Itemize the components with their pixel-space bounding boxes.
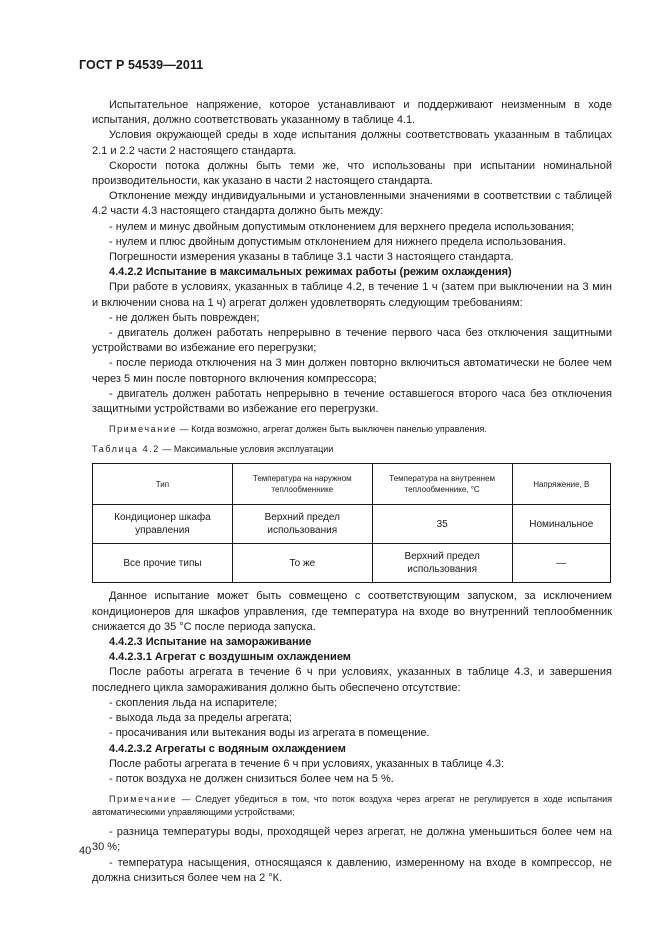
paragraph: - двигатель должен работать непрерывно в течение первого часа без отключения защитными устройствами во избежание его перегрузки;: [92, 327, 612, 355]
section-heading: 4.4.2.3.1 Агрегат с воздушным охлаждением: [109, 651, 351, 664]
table-cell: Кондиционер шкафа управления: [93, 505, 233, 544]
paragraph: - поток воздуха не должен снизиться более чем на 5 %.: [109, 772, 394, 785]
table-caption-label: Таблица 4.2: [92, 444, 160, 455]
paragraph: - не должен быть поврежден;: [109, 311, 260, 324]
paragraph: - нулем и плюс двойным допустимым отклонением для нижнего предела использования.: [109, 235, 566, 248]
paragraph: - скопления льда на испарителе;: [109, 696, 278, 709]
paragraph: Условия окружающей среды в ходе испытания должны соответствовать указанным в таблицах 2.1 и 2.2 части 2 настоящего стандарта.: [92, 129, 612, 157]
standard-title: ГОСТ Р 54539—2011: [79, 58, 204, 72]
note-2: [92, 793, 612, 819]
section-heading: 4.4.2.3 Испытание на замораживание: [109, 636, 312, 649]
section-heading: 4.4.2.3.2 Агрегаты с водяным охлаждением: [109, 742, 346, 755]
table-row: [93, 505, 611, 544]
paragraph: - просачивания или вытекания воды из агрегата в помещение.: [109, 727, 430, 740]
paragraphs-section-a: [92, 98, 612, 417]
note-2-label: Примечание: [109, 794, 178, 805]
paragraph: - температура насыщения, относящаяся к давлению, измеренному на входе в компрессор, не должна снизиться более чем на 2 °К.: [92, 856, 612, 884]
note-1-text: — Когда возможно, агрегат должен быть выключен панелью управления.: [177, 424, 487, 435]
table-cell: Номинальное: [512, 505, 610, 544]
paragraph: После работы агрегата в течение 6 ч при условиях, указанных в таблице 4.3:: [109, 757, 505, 770]
note-1-label: Примечание: [109, 424, 178, 435]
table-cell: То же: [232, 544, 372, 583]
paragraphs-section-b: [92, 589, 612, 787]
table-header-cell: Напряжение, В: [512, 464, 610, 505]
table-cell: 35: [372, 505, 512, 544]
table-cell: Верхний предел использования: [372, 544, 512, 583]
table-header-cell: Температура на наружном теплообменнике: [232, 464, 372, 505]
paragraphs-section-c: [92, 825, 612, 886]
note-1: [92, 423, 612, 436]
paragraph: При работе в условиях, указанных в таблице 4.2, в течение 1 ч (затем при выключении на 3 мин и включении снова на 1 ч) агрегат должен удовлетворять следующим требованиям:: [92, 281, 612, 309]
paragraph: Данное испытание может быть совмещено с соответствующим запуском, за исключением кондиционеров для шкафов управления, где температура на входе во внутренний теплообменник снижается до 35 °С после периода запуска.: [92, 590, 612, 633]
page-number: 40: [79, 845, 92, 857]
paragraph: Скорости потока должны быть теми же, что использованы при испытании номинальной производительности, как указано в части 2 настоящего стандарта.: [92, 159, 612, 188]
section-heading: 4.4.2.2 Испытание в максимальных режимах работы (режим охлаждения): [109, 266, 512, 279]
table-header-cell: Температура на внутреннем теплообменнике, °С: [372, 464, 512, 505]
table-cell: —: [512, 544, 610, 583]
table-cell: Все прочие типы: [93, 544, 233, 583]
paragraph: - разница температуры воды, проходящей через агрегат, не должна уменьшиться более чем на 30 %;: [92, 826, 612, 854]
paragraph: Погрешности измерения указаны в таблице 3.1 части 3 настоящего стандарта.: [109, 251, 514, 264]
table-row: [93, 544, 611, 583]
paragraph: - после периода отключения на 3 мин должен повторно включиться автоматически не более чем через 5 мин после повторного включения компрессора;: [92, 357, 612, 385]
paragraph: - выхода льда за пределы агрегата;: [109, 712, 292, 725]
table-cell: Верхний предел использования: [232, 505, 372, 544]
table-caption-text: — Максимальные условия эксплуатации: [159, 444, 334, 455]
paragraph: После работы агрегата в течение 6 ч при условиях, указанных в таблице 4.3, и завершения последнего цикла замораживания должно быть обеспечено отсутствие:: [92, 666, 612, 694]
paragraph: Испытательное напряжение, которое устанавливают и поддерживают неизменным в ходе испытания, должно соответствовать указанному в таблице 4.1.: [92, 99, 612, 127]
paragraph: - двигатель должен работать непрерывно в течение оставшегося второго часа без отключения защитными устройствами во избежание его перегрузки.: [92, 387, 612, 416]
table-caption: [92, 442, 612, 457]
note-2-text: — Следует убедиться в том, что поток воздуха через агрегат не регулируется в ходе испытания автоматическими управляющими устройствами;: [92, 794, 612, 818]
document-body: [92, 98, 612, 886]
table-header-row: [93, 464, 611, 505]
paragraph: - нулем и минус двойным допустимым отклонением для верхнего предела использования;: [109, 220, 575, 233]
paragraph: Отклонение между индивидуальными и установленными значениями в соответствии с таблицей 4.2 части 4.3 настоящего стандарта должно быть между:: [92, 190, 612, 218]
conditions-table: [92, 463, 611, 583]
table-header-cell: Тип: [93, 464, 233, 505]
